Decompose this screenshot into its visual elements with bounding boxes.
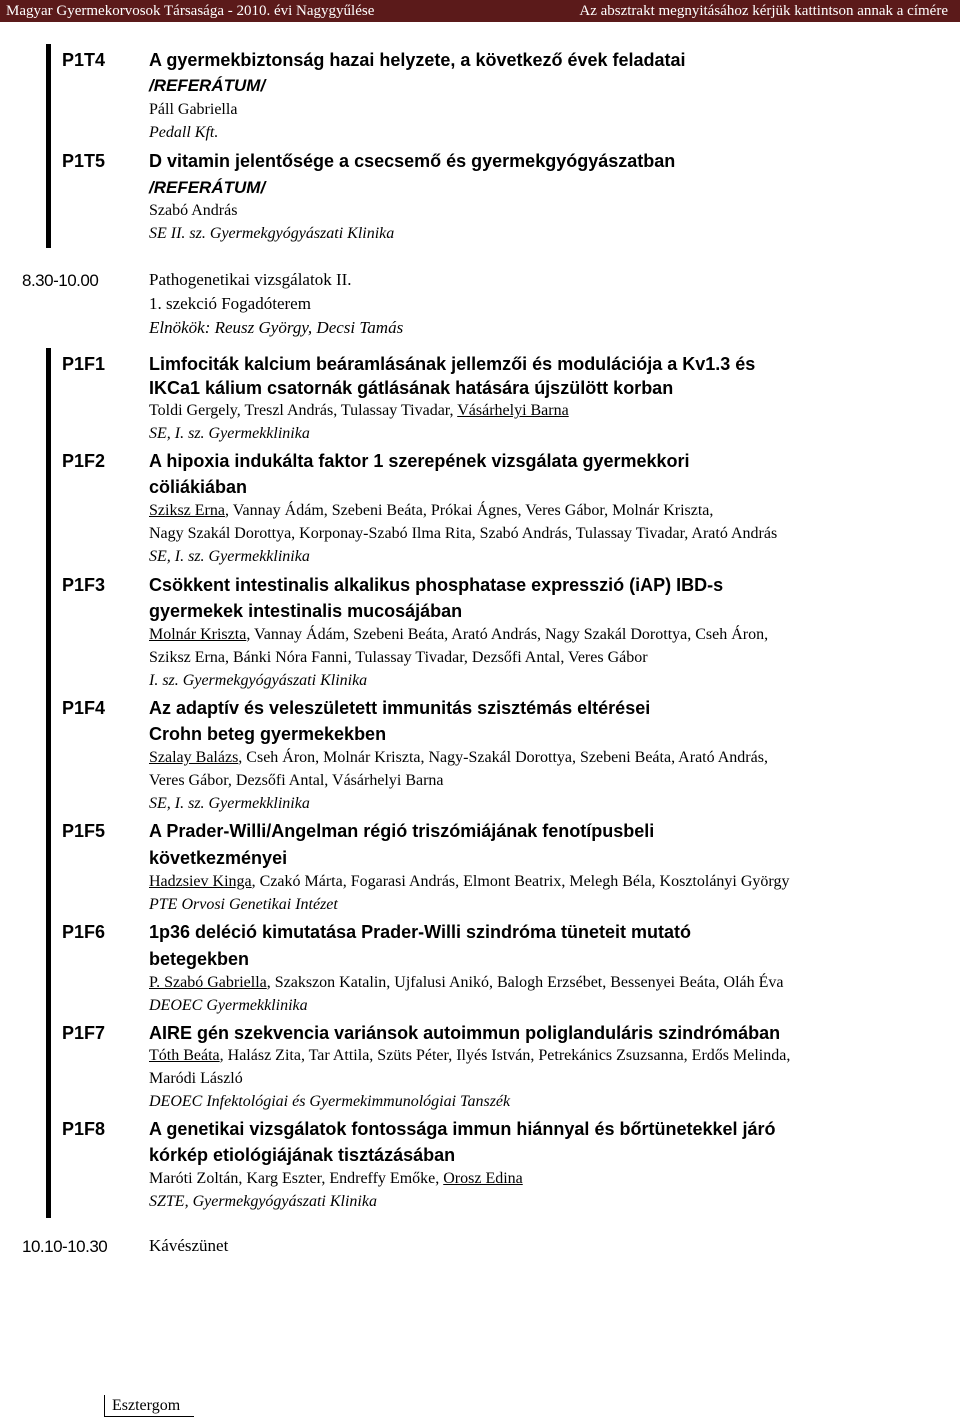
talk-institution: DEOEC Infektológiai és Gyermekimmunológiai Tanszék xyxy=(149,1093,511,1110)
talk-type: /REFERÁTUM/ xyxy=(149,178,266,197)
talk-authors: Maróti Zoltán, Karg Eszter, Endreffy Emőke, Orosz Edina xyxy=(149,1170,523,1187)
talk-title[interactable]: Az adaptív és veleszületett immunitás szisztémás eltérései xyxy=(149,698,651,718)
talk-institution: SE, I. sz. Gyermekklinika xyxy=(149,425,310,442)
talk-authors: Tóth Beáta, Halász Zita, Tar Attila, Szüts Péter, Ilyés István, Petrekánics Zsuzsanna, Erdős Melinda, xyxy=(149,1047,791,1064)
talk-title-line2[interactable]: IKCa1 kálium csatornák gátlásának hatására újszülött korban xyxy=(149,378,674,398)
session-room: 1. szekció Fogadóterem xyxy=(149,294,311,313)
talk-title[interactable]: A gyermekbiztonság hazai helyzete, a következő évek feladatai xyxy=(149,50,686,70)
footer-divider xyxy=(104,1395,105,1417)
talk-code: P1F8 xyxy=(62,1119,106,1139)
talk-code: P1F3 xyxy=(62,575,106,595)
header-bar xyxy=(0,0,960,22)
talk-code: P1F1 xyxy=(62,354,106,374)
talk-institution: DEOEC Gyermekklinika xyxy=(149,997,308,1014)
presenting-author: Orosz Edina xyxy=(443,1170,523,1187)
talk-title-line2[interactable]: cöliákiában xyxy=(149,477,248,497)
talk-code: P1F7 xyxy=(62,1023,106,1043)
talk-authors: P. Szabó Gabriella, Szakszon Katalin, Ujfalusi Anikó, Balogh Erzsébet, Bessenyei Beáta, Oláh Éva xyxy=(149,974,784,991)
session-time: 8.30-10.00 xyxy=(22,271,99,290)
section-bar-main xyxy=(46,348,51,1218)
talk-authors-line2: Nagy Szakál Dorottya, Korponay-Szabó Ilma Rita, Szabó András, Tulassay Tivadar, Arató András xyxy=(149,525,778,542)
break-label: Kávészünet xyxy=(149,1236,229,1255)
talk-title-line2[interactable]: következményei xyxy=(149,848,288,868)
presenting-author: Tóth Beáta xyxy=(149,1047,220,1064)
header-title: Magyar Gyermekorvosok Társasága - 2010. évi Nagygyűlése xyxy=(6,3,375,19)
talk-institution: SE, I. sz. Gyermekklinika xyxy=(149,795,310,812)
talk-authors: Hadzsiev Kinga, Czakó Márta, Fogarasi András, Elmont Beatrix, Melegh Béla, Kosztolányi György xyxy=(149,873,790,890)
talk-title[interactable]: A hipoxia indukálta faktor 1 szerepének vizsgálata gyermekkori xyxy=(149,451,690,471)
talk-title[interactable]: Limfociták kalcium beáramlásának jellemzői és modulációja a Kv1.3 és xyxy=(149,354,756,374)
talk-code: P1F2 xyxy=(62,451,106,471)
talk-institution: SZTE, Gyermekgyógyászati Klinika xyxy=(149,1193,377,1210)
talk-institution: SE, I. sz. Gyermekklinika xyxy=(149,548,310,565)
talk-title[interactable]: A genetikai vizsgálatok fontossága immun hiánnyal és bőrtünetekkel járó xyxy=(149,1119,776,1139)
talk-institution: PTE Orvosi Genetikai Intézet xyxy=(149,896,338,913)
session-title: Pathogenetikai vizsgálatok II. xyxy=(149,270,352,289)
talk-authors: Molnár Kriszta, Vannay Ádám, Szebeni Beáta, Arató András, Nagy Szakál Dorottya, Cseh Áron, xyxy=(149,626,769,643)
talk-title[interactable]: AIRE gén szekvencia variánsok autoimmun poliglanduláris szindrómában xyxy=(149,1023,781,1043)
header-abstract-hint: Az absztrakt megnyitásához kérjük kattintson annak a címére xyxy=(579,3,948,19)
talk-title[interactable]: Csökkent intestinalis alkalikus phosphatase expresszió (iAP) IBD-s xyxy=(149,575,724,595)
talk-title-line2[interactable]: betegekben xyxy=(149,949,250,969)
talk-institution: I. sz. Gyermekgyógyászati Klinika xyxy=(149,672,368,689)
break-time: 10.10-10.30 xyxy=(22,1237,108,1256)
talk-type: /REFERÁTUM/ xyxy=(149,76,266,95)
presenting-author: P. Szabó Gabriella xyxy=(149,974,267,991)
session-chairs: Elnökök: Reusz György, Decsi Tamás xyxy=(149,318,404,337)
talk-title[interactable]: 1p36 deléció kimutatása Prader-Willi szindróma tüneteit mutató xyxy=(149,922,691,942)
presenting-author: Molnár Kriszta xyxy=(149,626,247,643)
talk-title-line2[interactable]: gyermekek intestinalis mucosájában xyxy=(149,601,463,621)
footer-divider-bottom xyxy=(104,1416,194,1417)
talk-authors: Szalay Balázs, Cseh Áron, Molnár Kriszta, Nagy-Szakál Dorottya, Szebeni Beáta, Arató András, xyxy=(149,749,768,766)
talk-authors-line2: Maródi László xyxy=(149,1070,243,1087)
section-bar-top xyxy=(46,44,51,248)
talk-authors-line2: Veres Gábor, Dezsőfi Antal, Vásárhelyi Barna xyxy=(149,772,444,789)
talk-code: P1F6 xyxy=(62,922,106,942)
talk-title-line2[interactable]: Crohn beteg gyermekekben xyxy=(149,724,387,744)
talk-code: P1T5 xyxy=(62,151,106,171)
talk-code: P1F4 xyxy=(62,698,106,718)
talk-author: Szabó András xyxy=(149,202,238,219)
talk-code: P1T4 xyxy=(62,50,106,70)
talk-institution: SE II. sz. Gyermekgyógyászati Klinika xyxy=(149,225,395,242)
talk-code: P1F5 xyxy=(62,821,106,841)
presenting-author: Sziksz Erna xyxy=(149,502,225,519)
talk-authors-line2: Sziksz Erna, Bánki Nóra Fanni, Tulassay Tivadar, Dezsőfi Antal, Veres Gábor xyxy=(149,649,648,666)
presenting-author: Vásárhelyi Barna xyxy=(457,402,569,419)
presenting-author: Szalay Balázs xyxy=(149,749,239,766)
talk-authors: Toldi Gergely, Treszl András, Tulassay Tivadar, Vásárhelyi Barna xyxy=(149,402,569,419)
talk-title[interactable]: D vitamin jelentősége a csecsemő és gyermekgyógyászatban xyxy=(149,151,676,171)
talk-institution: Pedall Kft. xyxy=(149,124,219,141)
talk-authors: Sziksz Erna, Vannay Ádám, Szebeni Beáta, Prókai Ágnes, Veres Gábor, Molnár Kriszta, xyxy=(149,502,714,519)
presenting-author: Hadzsiev Kinga xyxy=(149,873,252,890)
talk-author: Páll Gabriella xyxy=(149,101,238,118)
talk-title-line2[interactable]: kórkép etiológiájának tisztázásában xyxy=(149,1145,456,1165)
talk-title[interactable]: A Prader-Willi/Angelman régió triszómiájának fenotípusbeli xyxy=(149,821,655,841)
footer-place: Esztergom xyxy=(112,1397,181,1414)
